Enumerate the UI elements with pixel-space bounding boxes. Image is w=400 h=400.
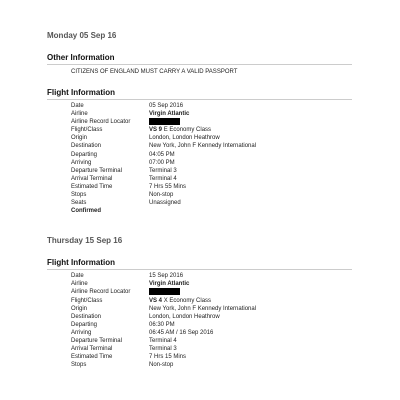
detail-label: Arriving bbox=[71, 329, 92, 336]
detail-value: 7 Hrs 55 Mins bbox=[149, 183, 187, 190]
detail-value bbox=[149, 118, 352, 126]
detail-value: Non-stop bbox=[149, 362, 174, 369]
detail-value: Terminal 3 bbox=[149, 167, 177, 174]
detail-label: Arrival Terminal bbox=[71, 346, 113, 353]
detail-label: Destination bbox=[71, 143, 102, 150]
detail-value: London, London Heathrow bbox=[149, 313, 220, 320]
detail-row-arrival-terminal bbox=[71, 175, 352, 183]
redaction-bar bbox=[149, 288, 180, 295]
detail-label: Stops bbox=[71, 362, 87, 369]
detail-value: 05 Sep 2016 bbox=[149, 103, 184, 109]
detail-row-stops bbox=[71, 191, 352, 199]
detail-label: Flight/Class bbox=[71, 297, 103, 304]
detail-label: Airline Record Locator bbox=[71, 289, 131, 296]
detail-label: Estimated Time bbox=[71, 183, 113, 190]
flight-details bbox=[71, 102, 352, 207]
detail-label: Seats bbox=[71, 200, 87, 207]
detail-row-date bbox=[71, 272, 352, 280]
detail-label: Flight/Class bbox=[71, 127, 103, 134]
passport-notice: CITIZENS OF ENGLAND MUST CARRY A VALID PASSPORT bbox=[71, 69, 238, 75]
detail-label: Departing bbox=[71, 321, 98, 328]
cabin-class: E Economy Class bbox=[163, 127, 212, 134]
detail-value: Non-stop bbox=[149, 192, 174, 199]
detail-value: Virgin Atlantic bbox=[149, 111, 190, 118]
detail-label: Stops bbox=[71, 192, 87, 199]
detail-row-departing bbox=[71, 151, 352, 159]
detail-row-destination bbox=[71, 313, 352, 321]
detail-value: New York, John F Kennedy International bbox=[149, 305, 257, 312]
detail-label: Departing bbox=[71, 151, 98, 158]
detail-value: Virgin Atlantic bbox=[149, 281, 190, 288]
itinerary-page bbox=[0, 30, 400, 400]
detail-value: Terminal 4 bbox=[149, 337, 177, 344]
detail-label: Destination bbox=[71, 313, 102, 320]
detail-value: New York, John F Kennedy International bbox=[149, 143, 257, 150]
detail-label: Arrival Terminal bbox=[71, 175, 113, 182]
detail-value: Terminal 3 bbox=[149, 346, 177, 353]
detail-value bbox=[149, 288, 352, 296]
detail-row-flight-class bbox=[71, 126, 352, 134]
detail-row-airline bbox=[71, 280, 352, 288]
detail-value: 15 Sep 2016 bbox=[149, 273, 184, 280]
detail-value: 06:30 PM bbox=[149, 321, 175, 328]
section-title-flight-information: Flight Information bbox=[47, 88, 115, 97]
flight-details bbox=[71, 272, 352, 369]
detail-row-departure-terminal bbox=[71, 337, 352, 345]
detail-label: Airline bbox=[71, 281, 88, 288]
detail-value: 07:00 PM bbox=[149, 159, 175, 166]
detail-row-estimated-time bbox=[71, 353, 352, 361]
detail-row-airline bbox=[71, 110, 352, 118]
detail-label: Origin bbox=[71, 305, 88, 312]
detail-value: Unassigned bbox=[149, 200, 181, 207]
detail-value bbox=[149, 297, 352, 305]
detail-value: 04:05 PM bbox=[149, 151, 175, 158]
detail-row-record-locator bbox=[71, 288, 352, 296]
detail-label: Origin bbox=[71, 135, 88, 142]
detail-label: Arriving bbox=[71, 159, 92, 166]
detail-value: Terminal 4 bbox=[149, 175, 177, 182]
detail-row-stops bbox=[71, 361, 352, 369]
detail-label: Date bbox=[71, 273, 84, 280]
section-title-other-information: Other Information bbox=[47, 53, 115, 62]
detail-row-record-locator bbox=[71, 118, 352, 126]
detail-row-origin bbox=[71, 134, 352, 142]
detail-label: Airline bbox=[71, 111, 88, 118]
redaction-bar bbox=[149, 118, 180, 125]
booking-status: Confirmed bbox=[71, 208, 101, 215]
detail-row-departure-terminal bbox=[71, 167, 352, 175]
detail-value: London, London Heathrow bbox=[149, 135, 220, 142]
detail-row-destination bbox=[71, 142, 352, 150]
day-heading: Thursday 15 Sep 16 bbox=[47, 236, 123, 246]
cabin-class: X Economy Class bbox=[163, 297, 212, 304]
detail-label: Departure Terminal bbox=[71, 337, 122, 344]
detail-label: Date bbox=[71, 103, 84, 109]
detail-row-arrival-terminal bbox=[71, 345, 352, 353]
detail-value: 7 Hrs 15 Mins bbox=[149, 354, 187, 361]
flight-number: VS 9 bbox=[149, 127, 163, 134]
detail-row-date bbox=[71, 102, 352, 110]
day-heading: Monday 05 Sep 16 bbox=[47, 31, 117, 40]
detail-row-arriving bbox=[71, 329, 352, 337]
detail-row-seats bbox=[71, 199, 352, 207]
section-divider bbox=[47, 64, 352, 65]
detail-value: 06:45 AM / 16 Sep 2016 bbox=[149, 329, 214, 336]
section-divider bbox=[47, 269, 352, 270]
detail-row-arriving bbox=[71, 159, 352, 167]
detail-row-flight-class bbox=[71, 297, 352, 305]
detail-label: Estimated Time bbox=[71, 354, 113, 361]
detail-value bbox=[149, 126, 352, 134]
detail-row-origin bbox=[71, 305, 352, 313]
detail-row-estimated-time bbox=[71, 183, 352, 191]
detail-label: Departure Terminal bbox=[71, 167, 122, 174]
detail-label: Airline Record Locator bbox=[71, 119, 131, 126]
section-title-flight-information: Flight Information bbox=[47, 258, 115, 268]
flight-number: VS 4 bbox=[149, 297, 163, 304]
detail-row-departing bbox=[71, 321, 352, 329]
section-divider bbox=[47, 99, 352, 100]
